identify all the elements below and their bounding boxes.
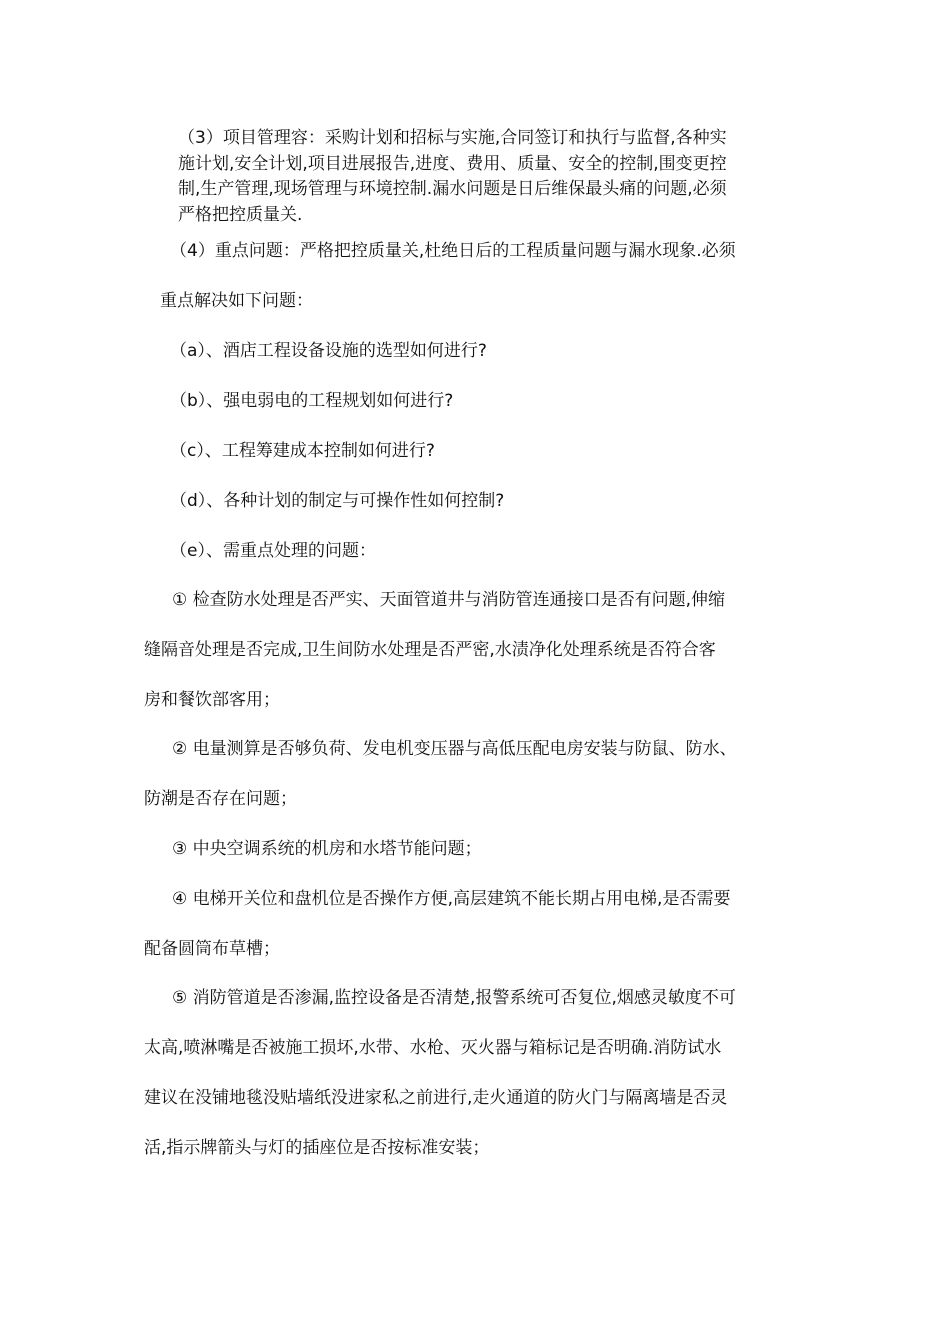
question-a: （a）、酒店工程设备设施的选型如何进行? — [170, 341, 487, 361]
item-5-line-2: 太高,喷淋嘴是否被施工损坏,水带、水枪、灭火器与箱标记是否明确.消防试水 — [144, 1038, 722, 1058]
section-3-line: 制,生产管理,现场管理与环境控制.漏水问题是日后维保最头痛的问题,必须 — [178, 179, 727, 199]
section-3-line: 施计划,安全计划,项目进展报告,进度、费用、质量、安全的控制,围变更控 — [178, 153, 727, 174]
item-2-line-1: ② 电量测算是否够负荷、发电机变压器与高低压配电房安装与防鼠、防水、 — [172, 739, 737, 759]
question-c: （c）、工程筹建成本控制如何进行? — [170, 441, 435, 461]
item-1-line-3: 房和餐饮部客用； — [144, 690, 280, 710]
section-4-line-1: （4）重点问题：严格把控质量关,杜绝日后的工程质量问题与漏水现象.必须 — [170, 241, 736, 261]
item-1-line-2: 缝隔音处理是否完成,卫生间防水处理是否严密,水渍净化处理系统是否符合客 — [144, 640, 716, 660]
question-b: （b）、强电弱电的工程规划如何进行? — [170, 391, 454, 411]
section-4-line-2: 重点解决如下问题： — [160, 291, 313, 311]
item-1-line-1: ① 检查防水处理是否严实、天面管道井与消防管连通接口是否有问题,伸缩 — [172, 590, 726, 610]
section-3-line: （3）项目管理容：采购计划和招标与实施,合同签订和执行与监督,各种实 — [178, 128, 727, 148]
item-5-line-3: 建议在没铺地毯没贴墙纸没进家私之前进行,走火通道的防火门与隔离墙是否灵 — [144, 1088, 728, 1108]
section-3-paragraph — [178, 126, 808, 228]
question-d: （d）、各种计划的制定与可操作性如何控制? — [170, 491, 505, 511]
question-e: （e）、需重点处理的问题： — [170, 541, 376, 561]
item-3-line-1: ③ 中央空调系统的机房和水塔节能问题； — [172, 839, 482, 859]
item-2-line-2: 防潮是否存在问题； — [144, 789, 297, 809]
item-4-line-2: 配备圆筒布草槽； — [144, 939, 280, 959]
item-4-line-1: ④ 电梯开关位和盘机位是否操作方便,高层建筑不能长期占用电梯,是否需要 — [172, 889, 731, 909]
item-5-line-1: ⑤ 消防管道是否渗漏,监控设备是否清楚,报警系统可否复位,烟感灵敏度不可 — [172, 988, 736, 1008]
item-5-line-4: 活,指示牌箭头与灯的插座位是否按标准安装； — [144, 1138, 490, 1158]
section-3-line: 严格把控质量关. — [178, 204, 303, 225]
